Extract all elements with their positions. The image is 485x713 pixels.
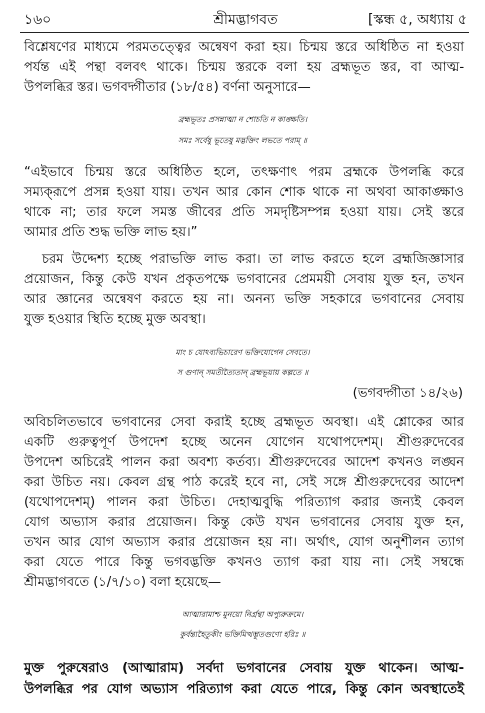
paragraph-line: করা যেতে পারে কিন্তু ভগবদ্ভক্তি কখনও ত্যাগ করা যায় না। সেই সম্বন্ধে <box>24 555 464 570</box>
paragraph-line: বিশ্লেষণের মাধ্যমে পরমতত্ত্বের অন্বেষণ করা হয়। চিন্ময় স্তরে অধিষ্ঠিত না হওয়া <box>24 40 464 55</box>
translation-line: আমার প্রতি শুদ্ধ ভক্তি লাভ হয়।” <box>24 225 198 240</box>
verse-line: আত্মারামাশ্চ মুনয়ো নির্গ্রন্থা অপ্যুরুক্রমে। <box>181 610 304 619</box>
book-title: শ্রীমদ্ভাগবত <box>213 12 278 28</box>
page-number: ১৬০ <box>24 12 52 28</box>
verse-reference: (ভগবদ্গীতা ১৪/২৬) <box>352 386 463 401</box>
verse-line: সমঃ সর্বেষু ভূতেষু মদ্ভক্তিং লভতে পরাম্‌ ॥ <box>178 136 307 145</box>
paragraph-line: উপলব্ধির পর যোগ অভ্যাস পরিত্যাগ করা যেতে পারে, কিন্তু কোন অবস্থাতেই <box>24 682 464 697</box>
paragraph-line: মুক্ত পুরুষেরাও (আত্মারাম) সর্বদা ভগবানের সেবায় যুক্ত থাকেন। আত্ম- <box>24 661 464 676</box>
paragraph-line: তখন আর যোগ অভ্যাস করার প্রয়োজন হয় না। অর্থাৎ, যোগ অনুশীলন ত্যাগ <box>24 535 464 550</box>
header-rule <box>20 32 469 33</box>
paragraph-line: চরম উদ্দেশ্য হচ্ছে পরাভক্তি লাভ করা। তা লাভ করতে হলে ব্রহ্মজিজ্ঞাসার <box>42 252 464 267</box>
verse-line: মাং চ যোঽব্যভিচারেণ ভক্তিযোগেন সেবতে। <box>175 348 310 357</box>
paragraph-line: (যথোপদেশম্‌) পালন করা উচিত। দেহাত্মবুদ্ধি পরিত্যাগ করার জন্যই কেবল <box>24 495 464 510</box>
paragraph-line: উপদেশ অচিরেই পালন করা অবশ্য কর্তব্য। শ্রীগুরুদেবের আদেশ কখনও লঙ্ঘন <box>24 455 464 470</box>
paragraph-line: যুক্ত হওয়ার স্থিতি হচ্ছে মুক্ত অবস্থা। <box>24 312 206 327</box>
chapter-reference: [স্কন্ধ ৫, অধ্যায় ৫ <box>368 12 467 28</box>
translation-line: সম্যক্‌রূপে প্রসন্ন হওয়া যায়। তখন আর কোন শোক থাকে না অথবা আকাঙ্ক্ষাও <box>24 185 464 200</box>
verse-line: ব্রহ্মভূতঃ প্রসন্নাত্মা ন শোচতি ন কাঙ্ক্ষতি। <box>177 115 308 124</box>
verse-line: স গুণান্‌ সমতীত্যৈতান্‌ ব্রহ্মভূয়ায় কল্পতে ॥ <box>176 368 309 377</box>
paragraph-line: অবিচলিতভাবে ভগবানের সেবা করাই হচ্ছে ব্রহ্মভূত অবস্থা। এই শ্লোকের আর <box>24 415 464 430</box>
paragraph-line: উপলব্ধির স্তর। ভগবদ্গীতার (১৮/৫৪) বর্ণনা অনুসারে— <box>24 80 311 95</box>
paragraph-line: আর জ্ঞানের অন্বেষণ করতে হয় না। অনন্য ভক্তি সহকারে ভগবানের সেবায় <box>24 292 464 307</box>
paragraph-line: করা উচিত নয়। কেবল গ্রন্থ পাঠ করেই হবে না, সেই সঙ্গে শ্রীগুরুদেবের আদেশ <box>24 475 464 490</box>
paragraph-line: শ্রীমদ্ভাগবতে (১/৭/১০) বলা হয়েছে— <box>24 575 221 590</box>
paragraph-line: একটি গুরুত্বপূর্ণ উপদেশ হচ্ছে অনেন যোগেন যথোপদেশম্‌। শ্রীগুরুদেবের <box>24 435 464 450</box>
verse-line: কুর্বন্ত্যহৈতুকীং ভক্তিমিত্থম্ভূতগুণো হরিঃ ॥ <box>179 630 306 639</box>
paragraph-line: পর্যন্ত এই পন্থা বলবৎ থাকে। চিন্ময় স্তরকে বলা হয় ব্রহ্মভূত স্তর, বা আত্ম- <box>24 60 464 75</box>
paragraph-line: যোগ অভ্যাস করার প্রয়োজন। কিন্তু কেউ যখন ভগবানের সেবায় যুক্ত হন, <box>24 515 464 530</box>
translation-line: “এইভাবে চিন্ময় স্তরে অধিষ্ঠিত হলে, তৎক্ষণাৎ পরম ব্রহ্মকে উপলব্ধি করে <box>24 165 464 180</box>
translation-line: থাকে না; তার ফলে সমস্ত জীবের প্রতি সমদৃষ্টিসম্পন্ন হওয়া যায়। সেই স্তরে <box>24 205 464 220</box>
running-header <box>24 8 467 32</box>
paragraph-line: প্রয়োজন, কিন্তু কেউ যখন প্রকৃতপক্ষে ভগবানের প্রেমময়ী সেবায় যুক্ত হন, তখন <box>24 272 464 287</box>
